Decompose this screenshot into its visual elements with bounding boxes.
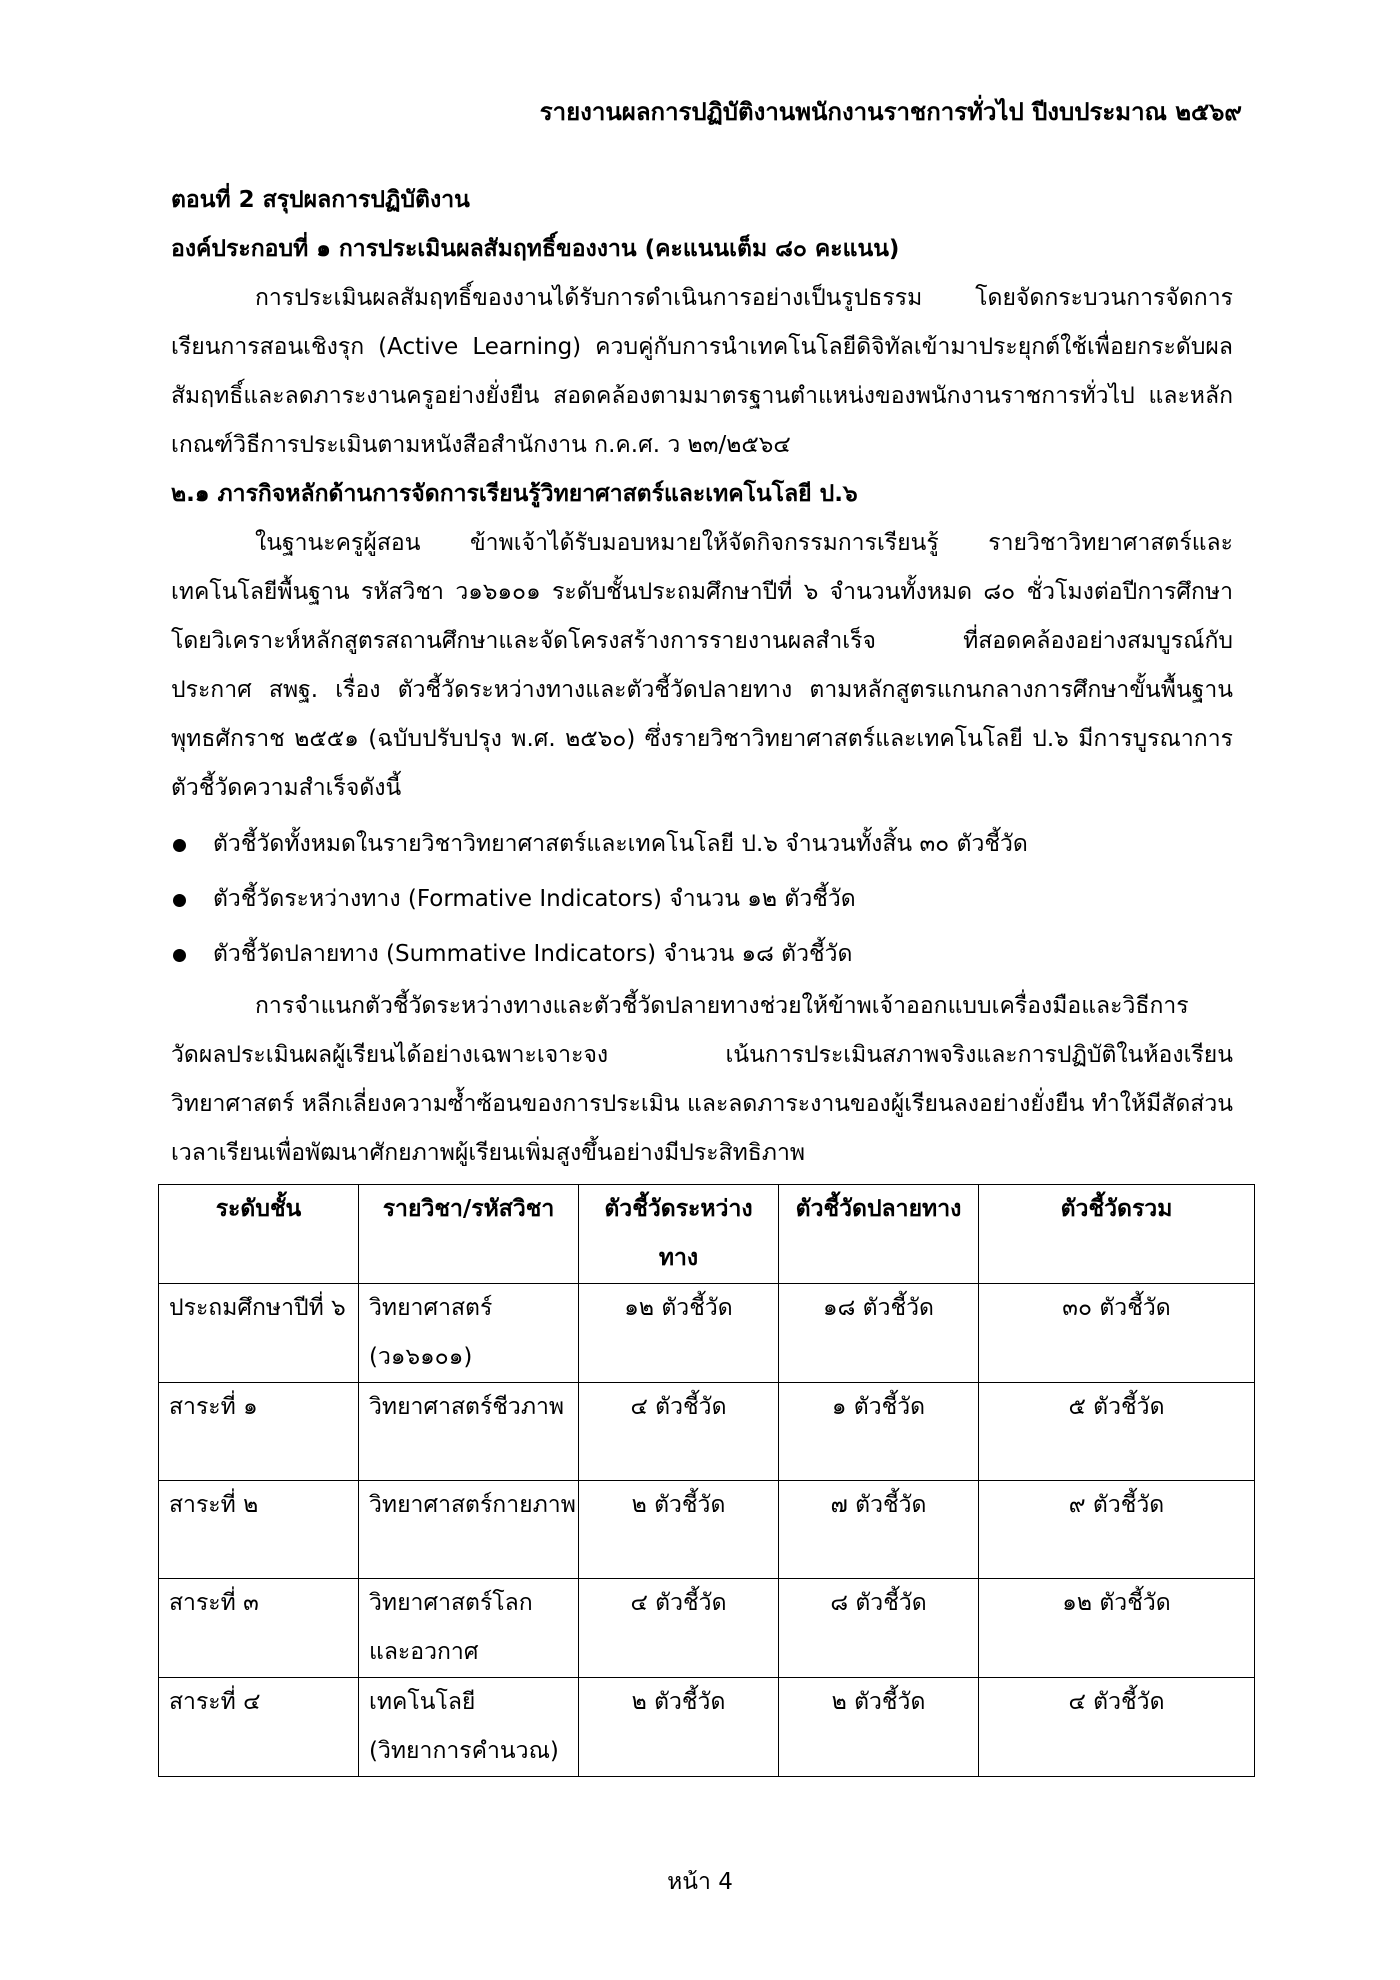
indicator-bullet-list [171, 817, 1233, 982]
table-cell: วิทยาศาสตร์ (ว๑๖๑๐๑) [359, 1284, 579, 1383]
table-cell: ๑๒ ตัวชี้วัด [579, 1284, 779, 1383]
table-cell: ๒ ตัวชี้วัด [579, 1678, 779, 1777]
page-number: หน้า 4 [667, 1869, 733, 1895]
table-row [159, 1678, 1255, 1777]
table-cell: สาระที่ ๒ [159, 1481, 359, 1579]
column-header-total: ตัวชี้วัดรวม [979, 1185, 1255, 1284]
bullet-dot-icon [173, 839, 186, 852]
table-cell: เทคโนโลยี (วิทยาการคำนวณ) [359, 1678, 579, 1777]
table-row [159, 1481, 1255, 1579]
table-cell: สาระที่ ๑ [159, 1383, 359, 1481]
document-body [171, 176, 1233, 1777]
column-header-formative: ตัวชี้วัดระหว่างทาง [579, 1185, 779, 1284]
table-cell: ๕ ตัวชี้วัด [979, 1383, 1255, 1481]
indicator-table [158, 1184, 1255, 1777]
table-cell: ๘ ตัวชี้วัด [779, 1579, 979, 1678]
table-cell: ๔ ตัวชี้วัด [979, 1678, 1255, 1777]
table-cell: วิทยาศาสตร์ชีวภาพ [359, 1383, 579, 1481]
table-header-row [159, 1185, 1255, 1284]
column-header-summative: ตัวชี้วัดปลายทาง [779, 1185, 979, 1284]
table-cell: วิทยาศาสตร์โลกและอวกาศ [359, 1579, 579, 1678]
mission-paragraph: ในฐานะครูผู้สอน ข้าพเจ้าได้รับมอบหมายให้จัดกิจกรรมการเรียนรู้ รายวิชาวิทยาศาสตร์และเทคโนโลยีพื้นฐาน รหัสวิชา ว๑๖๑๐๑ ระดับชั้นประถมศึกษาปีที่ ๖ จำนวนทั้งหมด ๘๐ ชั่วโมงต่อปีการศึกษา โดยวิเคราะห์หลักสูตรสถานศึกษาและจัดโครงสร้างการรายงานผลสำเร็จ ที่สอดคล้องอย่างสมบูรณ์กับประกาศ สพฐ. เรื่อง ตัวชี้วัดระหว่างทางและตัวชี้วัดปลายทาง ตามหลักสูตรแกนกลางการศึกษาขั้นพื้นฐาน พุทธศักราช ๒๕๕๑ (ฉบับปรับปรุง พ.ศ. ๒๕๖๐) ซึ่งรายวิชาวิทยาศาสตร์และเทคโนโลยี ป.๖ มีการบูรณาการตัวชี้วัดความสำเร็จดังนี้ [171, 530, 1233, 801]
table-cell: ๑ ตัวชี้วัด [779, 1383, 979, 1481]
bullet-text: ตัวชี้วัดปลายทาง (Summative Indicators) จำนวน ๑๘ ตัวชี้วัด [213, 941, 853, 967]
table-row [159, 1579, 1255, 1678]
component-title: องค์ประกอบที่ ๑ การประเมินผลสัมฤทธิ์ของงาน (คะแนนเต็ม ๘๐ คะแนน) [171, 236, 900, 262]
table-cell: ๒ ตัวชี้วัด [579, 1481, 779, 1579]
intro-paragraph: การประเมินผลสัมฤทธิ์ของงานได้รับการดำเนินการอย่างเป็นรูปธรรม โดยจัดกระบวนการจัดการเรียนการสอนเชิงรุก (Active Learning) ควบคู่กับการนำเทคโนโลยีดิจิทัลเข้ามาประยุกต์ใช้เพื่อยกระดับผลสัมฤทธิ์และลดภาระงานครูอย่างยั่งยืน สอดคล้องตามมาตรฐานตำแหน่งของพนักงานราชการทั่วไป และหลักเกณฑ์วิธีการประเมินตามหนังสือสำนักงาน ก.ค.ศ. ว ๒๓/๒๕๖๔ [171, 285, 1233, 458]
table-row [159, 1383, 1255, 1481]
bullet-text: ตัวชี้วัดทั้งหมดในรายวิชาวิทยาศาสตร์และเทคโนโลยี ป.๖ จำนวนทั้งสิ้น ๓๐ ตัวชี้วัด [213, 831, 1028, 857]
bullet-dot-icon [173, 949, 186, 962]
table-cell: วิทยาศาสตร์กายภาพ [359, 1481, 579, 1579]
bullet-dot-icon [173, 894, 186, 907]
bullet-text: ตัวชี้วัดระหว่างทาง (Formative Indicators) จำนวน ๑๒ ตัวชี้วัด [213, 886, 856, 912]
table-cell: สาระที่ ๓ [159, 1579, 359, 1678]
column-header-subject: รายวิชา/รหัสวิชา [359, 1185, 579, 1284]
table-cell: ๙ ตัวชี้วัด [979, 1481, 1255, 1579]
table-cell: ๔ ตัวชี้วัด [579, 1579, 779, 1678]
table-cell: ประถมศึกษาปีที่ ๖ [159, 1284, 359, 1383]
table-cell: ๑๘ ตัวชี้วัด [779, 1284, 979, 1383]
subsection-title: ๒.๑ ภารกิจหลักด้านการจัดการเรียนรู้วิทยาศาสตร์และเทคโนโลยี ป.๖ [171, 481, 858, 507]
table-cell: สาระที่ ๔ [159, 1678, 359, 1777]
table-cell: ๓๐ ตัวชี้วัด [979, 1284, 1255, 1383]
column-header-level: ระดับชั้น [159, 1185, 359, 1284]
table-cell: ๗ ตัวชี้วัด [779, 1481, 979, 1579]
table-row [159, 1284, 1255, 1383]
table-cell: ๑๒ ตัวชี้วัด [979, 1579, 1255, 1678]
bullet-item [171, 817, 1233, 872]
bullet-item [171, 927, 1233, 982]
classification-paragraph: การจำแนกตัวชี้วัดระหว่างทางและตัวชี้วัดปลายทางช่วยให้ข้าพเจ้าออกแบบเครื่องมือและวิธีการวัดผลประเมินผลผู้เรียนได้อย่างเฉพาะเจาะจง เน้นการประเมินสภาพจริงและการปฏิบัติในห้องเรียนวิทยาศาสตร์ หลีกเลี่ยงความซ้ำซ้อนของการประเมิน และลดภาระงานของผู้เรียนลงอย่างยั่งยืน ทำให้มีสัดส่วนเวลาเรียนเพื่อพัฒนาศักยภาพผู้เรียนเพิ่มสูงขึ้นอย่างมีประสิทธิภาพ [171, 993, 1233, 1166]
running-header: รายงานผลการปฏิบัติงานพนักงานราชการทั่วไป ปีงบประมาณ ๒๕๖๙ [539, 98, 1242, 126]
part-title: ตอนที่ 2 สรุปผลการปฏิบัติงาน [171, 187, 470, 213]
table-cell: ๔ ตัวชี้วัด [579, 1383, 779, 1481]
bullet-item [171, 872, 1233, 927]
table-cell: ๒ ตัวชี้วัด [779, 1678, 979, 1777]
